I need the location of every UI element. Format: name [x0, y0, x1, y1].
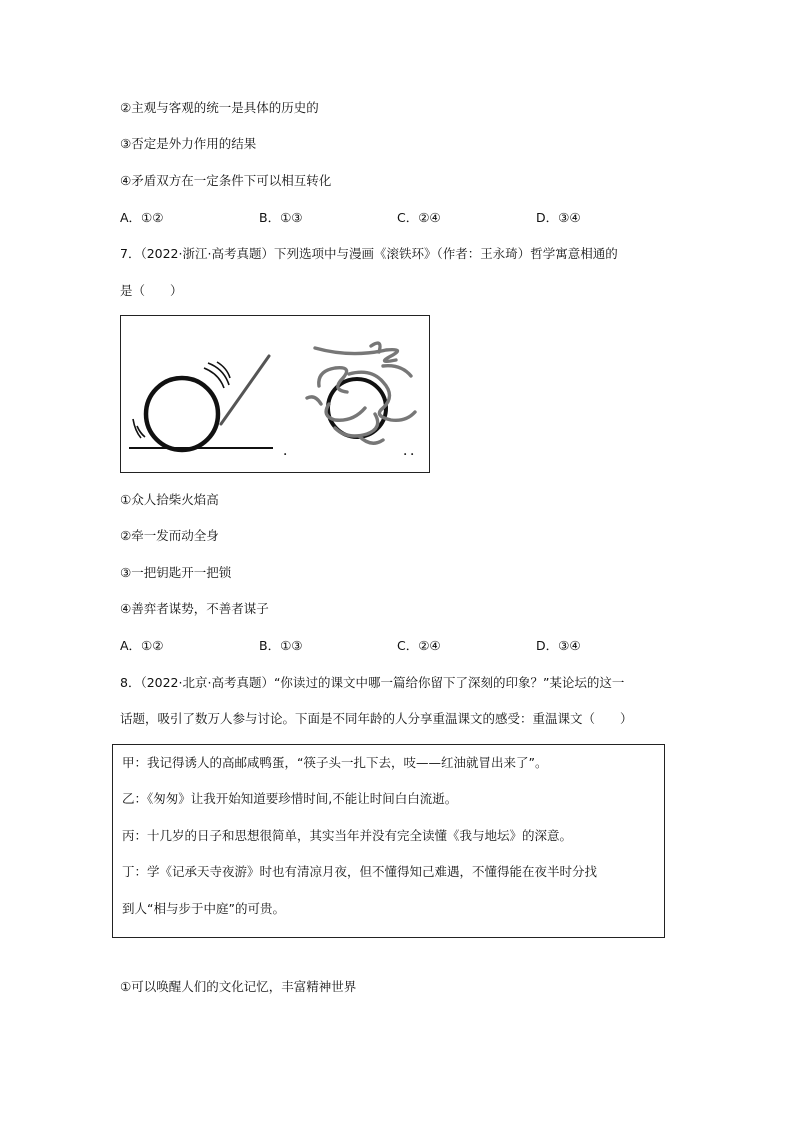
q7-option-a: A．①② [120, 638, 164, 653]
comic-drawing [121, 316, 429, 472]
motion-lines-back [133, 419, 145, 438]
q7-stem-line2: 是（ ） [120, 283, 183, 298]
comic-rolling-hoop [120, 315, 430, 473]
prev-option-a: A．①② [120, 210, 164, 225]
prev-item-4: ④矛盾双方在一定条件下可以相互转化 [120, 173, 332, 188]
q7-item-1: ①众人拾柴火焰高 [120, 492, 219, 507]
prev-option-b: B．①③ [259, 210, 303, 225]
quote-line-ding-cont: 到人“相与步于中庭”的可贵。 [122, 901, 285, 916]
q8-stem-line1: 8．（2022·北京·高考真题）“你读过的课文中哪一篇给你留下了深刻的印象？”某论坛的这一 [120, 675, 625, 690]
q7-item-3: ③一把钥匙开一把锁 [120, 565, 232, 580]
quote-line-jia: 甲：我记得诱人的高邮咸鸭蛋，“筷子头一扎下去，吱——红油就冒出来了”。 [122, 755, 548, 770]
prev-option-d: D．③④ [536, 210, 581, 225]
motion-lines-top [204, 362, 230, 388]
hoop-stick [221, 356, 269, 424]
prev-item-3: ③否定是外力作用的结果 [120, 136, 257, 151]
q7-stem-line1: 7．（2022·浙江·高考真题）下列选项中与漫画《滚铁环》（作者：王永琦）哲学寓意相通的 [120, 246, 618, 261]
q7-item-4: ④善弈者谋势，不善者谋子 [120, 601, 269, 616]
q8-item-1: ①可以唤醒人们的文化记忆，丰富精神世界 [120, 979, 357, 994]
q7-item-2: ②牵一发而动全身 [120, 528, 219, 543]
q7-option-b: B．①③ [259, 638, 303, 653]
q7-option-c: C．②④ [397, 638, 441, 653]
prev-item-2: ②主观与客观的统一是具体的历史的 [120, 100, 319, 115]
quote-line-ding: 丁：学《记承天寺夜游》时也有清凉月夜，但不懂得知己难遇，不懂得能在夜半时分找 [122, 864, 598, 879]
hoop-left [146, 378, 218, 450]
prev-option-c: C．②④ [397, 210, 441, 225]
q8-quote-box [112, 744, 665, 938]
tangled-lines [307, 343, 415, 443]
comic-dot-1: ． [283, 443, 297, 459]
q8-stem-line2: 话题，吸引了数万人参与讨论。下面是不同年龄的人分享重温课文的感受：重温课文（ ） [120, 711, 633, 726]
comic-dot-2: ．． [403, 443, 424, 459]
q7-option-d: D．③④ [536, 638, 581, 653]
quote-line-bing: 丙：十几岁的日子和思想很简单，其实当年并没有完全读懂《我与地坛》的深意。 [122, 828, 573, 843]
quote-line-yi: 乙：《匆匆》让我开始知道要珍惜时间,不能让时间白白流逝。 [122, 791, 458, 806]
